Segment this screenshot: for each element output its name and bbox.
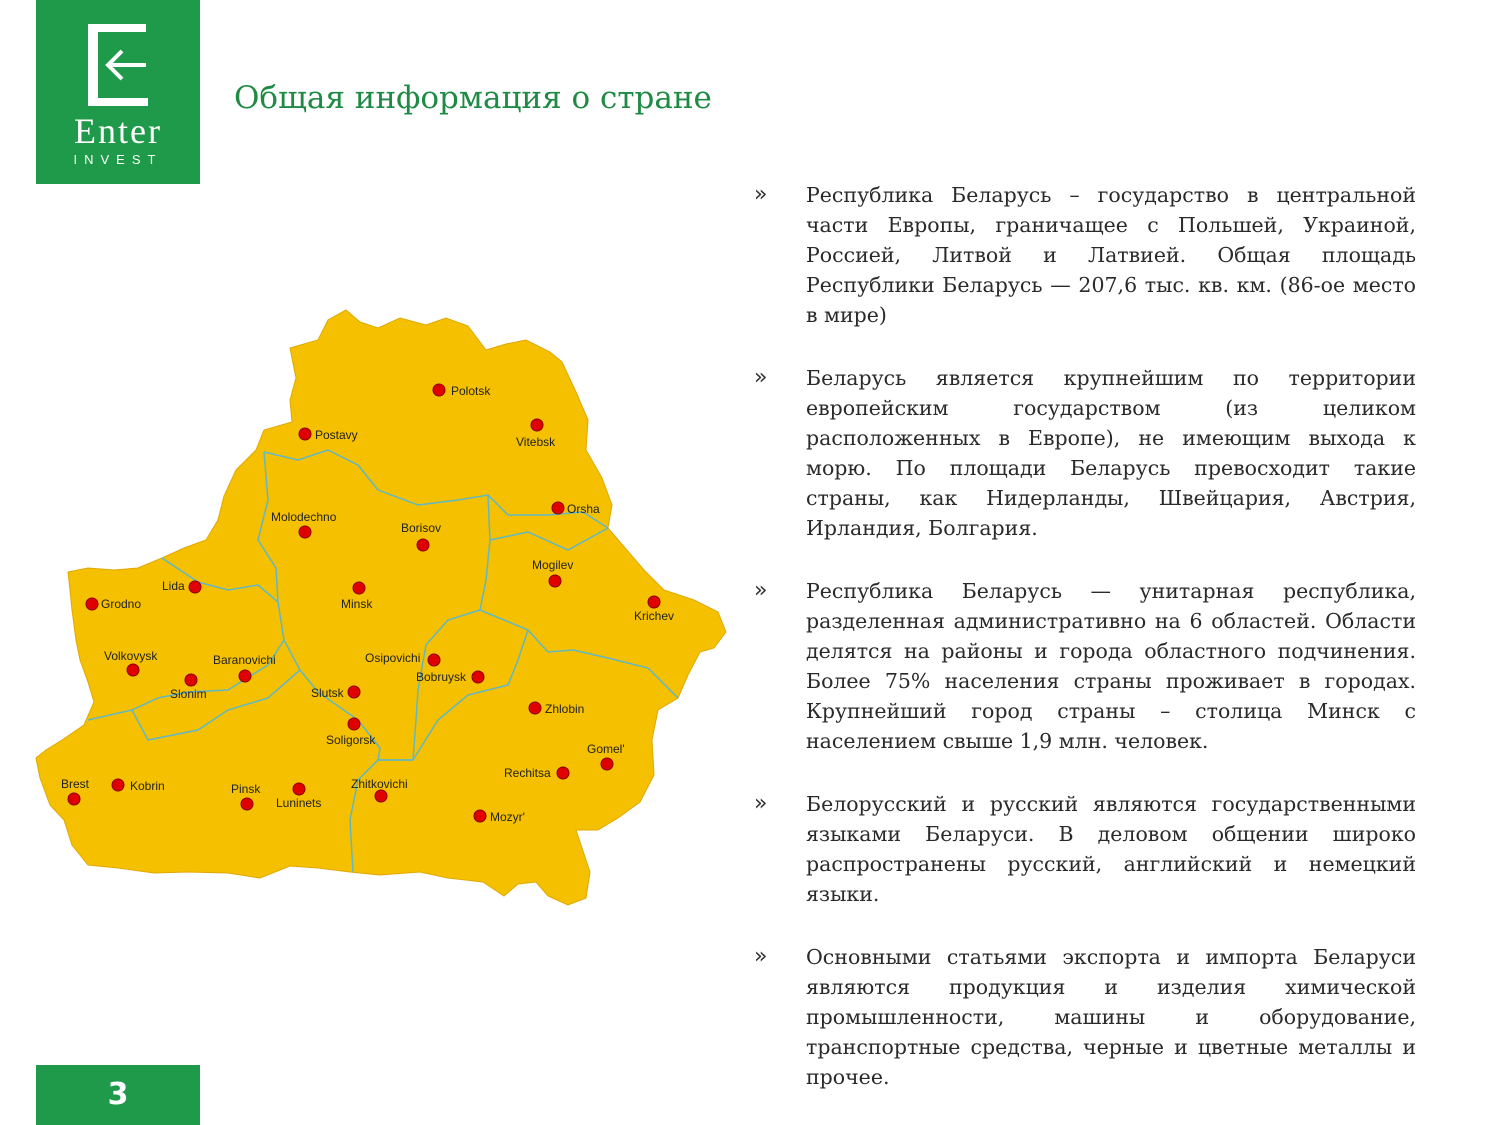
bullet-text: Белорусский и русский являются государственными языками Беларуси. В деловом общении широко распространены русский, английский и немецкий языки. xyxy=(806,792,1416,906)
city-label-borisov: Borisov xyxy=(401,521,442,535)
bullet-text: Республика Беларусь — унитарная республика, разделенная административно на 6 областей. Области делятся на районы и города областного подчинения. Более 75% населения страны проживает в городах. Крупнейший город страны – столица Минск с населением свыше 1,9 млн. человек. xyxy=(806,579,1416,753)
city-label-slonim: Slonim xyxy=(170,687,207,701)
city-label-molodechno: Molodechno xyxy=(271,510,337,524)
bullet-marker: » xyxy=(754,578,768,603)
info-bullet-list xyxy=(754,180,1416,1125)
city-label-osipovichi: Osipovichi xyxy=(365,651,421,665)
city-label-krichev: Krichev xyxy=(634,609,675,623)
city-label-orsha: Orsha xyxy=(567,502,600,516)
city-label-lida: Lida xyxy=(162,579,185,593)
city-label-luninets: Luninets xyxy=(276,796,322,810)
city-label-bobruysk: Bobruysk xyxy=(416,670,467,684)
logo-e-arrow-icon xyxy=(84,20,152,110)
city-label-mogilev: Mogilev xyxy=(532,558,574,572)
bullet-marker: » xyxy=(754,365,768,390)
bullet-item xyxy=(754,363,1416,543)
bullet-item xyxy=(754,576,1416,756)
city-label-volkovysk: Volkovysk xyxy=(104,649,158,663)
bullet-item xyxy=(754,180,1416,330)
logo-brand-text: Enter xyxy=(74,111,162,151)
city-label-brest: Brest xyxy=(61,777,90,791)
city-label-vitebsk: Vitebsk xyxy=(516,435,556,449)
logo-sub-text: INVEST xyxy=(73,152,163,167)
bullet-text: Республика Беларусь – государство в центральной части Европы, граничащее с Польшей, Украиной, Россией, Литвой и Латвией. Общая площадь Республики Беларусь — 207,6 тыс. кв. км. (86-ое место в мире) xyxy=(806,183,1416,327)
city-label-rechitsa: Rechitsa xyxy=(504,766,551,780)
city-label-pinsk: Pinsk xyxy=(231,782,261,796)
page-number: 3 xyxy=(36,1065,200,1125)
city-label-gomel: Gomel' xyxy=(587,742,625,756)
bullet-marker: » xyxy=(754,791,768,816)
city-label-polotsk: Polotsk xyxy=(451,384,491,398)
city-label-minsk: Minsk xyxy=(341,597,373,611)
city-label-slutsk: Slutsk xyxy=(311,686,344,700)
city-label-kobrin: Kobrin xyxy=(130,779,165,793)
bullet-text: Основными статьями экспорта и импорта Беларуси являются продукция и изделия химической промышленности, машины и оборудование, транспортные средства, черные и цветные металлы и прочее. xyxy=(806,945,1416,1089)
city-label-baranovichi: Baranovichi xyxy=(213,653,276,667)
city-label-grodno: Grodno xyxy=(101,597,142,611)
city-label-zhitkovichi: Zhitkovichi xyxy=(351,777,408,791)
city-label-soligorsk: Soligorsk xyxy=(326,733,376,747)
belarus-map xyxy=(28,300,738,915)
enter-invest-logo xyxy=(36,0,200,184)
bullet-marker: » xyxy=(754,944,768,969)
bullet-text: Беларусь является крупнейшим по территории европейским государством (из целиком расположенных в Европе), не имеющим выхода к морю. По площади Беларусь превосходит такие страны, как Нидерланды, Швейцария, Австрия, Ирландия, Болгария. xyxy=(806,366,1416,540)
bullet-item xyxy=(754,789,1416,909)
bullet-marker: » xyxy=(754,182,768,207)
city-label-postavy: Postavy xyxy=(315,428,358,442)
city-label-zhlobin: Zhlobin xyxy=(545,702,585,716)
bullet-item xyxy=(754,942,1416,1092)
city-label-mozyr: Mozyr' xyxy=(490,810,525,824)
page-title: Общая информация о стране xyxy=(234,80,712,116)
